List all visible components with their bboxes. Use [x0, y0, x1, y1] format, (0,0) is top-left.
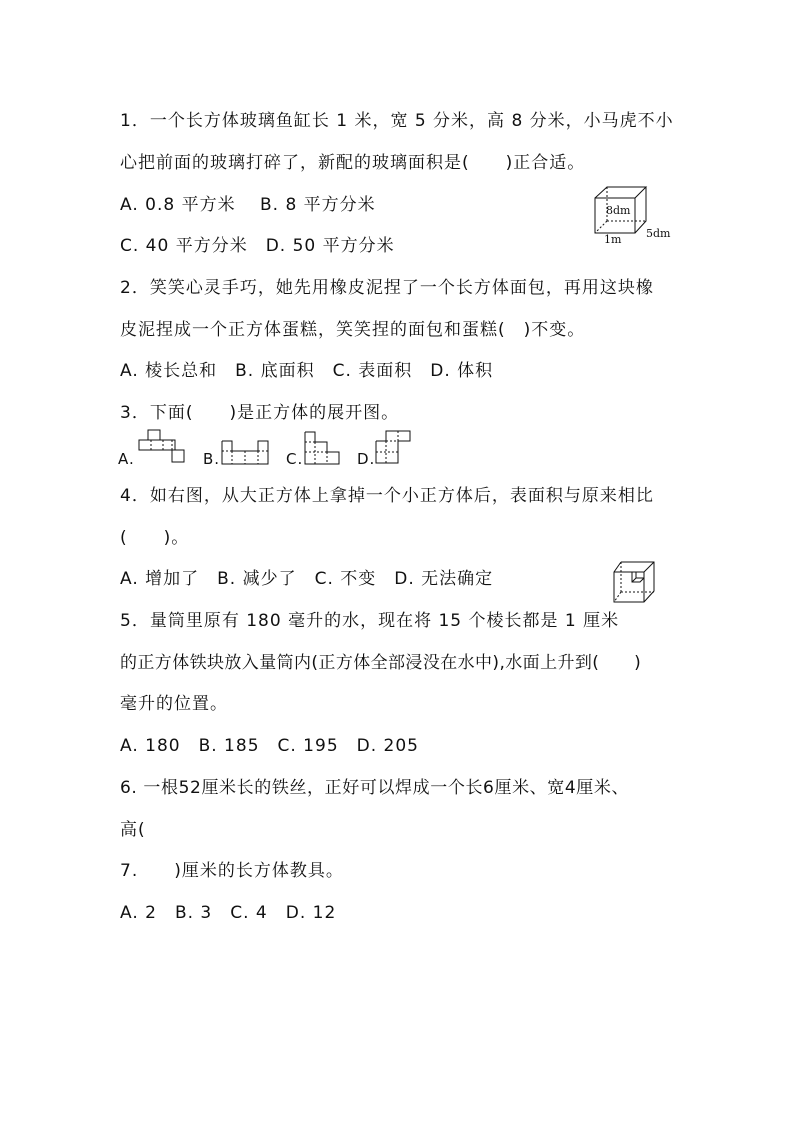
q5-text-line-2: 的正方体铁块放入量筒内(正方体全部浸没在水中),水面上升到( ): [120, 653, 642, 673]
q3-option-d-net: [374, 428, 414, 468]
q3-text-line-1: 3．下面( )是正方体的展开图。: [120, 403, 400, 423]
q6-text-line-3: 7. )厘米的长方体教具。: [120, 861, 344, 881]
q2-text-line-2: 皮泥捏成一个正方体蛋糕，笑笑捏的面包和蛋糕( )不变。: [120, 320, 586, 340]
q4-cube-figure: [612, 560, 660, 606]
q1-options-row-2: C. 40 平方分米 D. 50 平方分米: [120, 236, 395, 256]
q6-text-line-2: 高(: [120, 820, 146, 840]
q1-options-row-1: A. 0.8 平方米 B. 8 平方分米: [120, 195, 376, 215]
q6-options: A. 2 B. 3 C. 4 D. 12: [120, 903, 337, 923]
q4-options: A. 增加了 B. 减少了 C. 不变 D. 无法确定: [120, 569, 494, 589]
q5-options: A. 180 B. 185 C. 195 D. 205: [120, 736, 419, 756]
q3-option-b-net: [220, 437, 272, 467]
q3-option-d-label: D.: [357, 450, 376, 468]
q3-option-c-net: [303, 430, 343, 468]
q1-width-label: 5dm: [646, 227, 671, 240]
q1-cuboid-figure: [588, 184, 688, 246]
q6-text-line-1: 6. 一根52厘米长的铁丝，正好可以焊成一个长6厘米、宽4厘米、: [120, 778, 630, 798]
q5-text-line-3: 毫升的位置。: [120, 694, 228, 714]
q2-text-line-1: 2．笑笑心灵手巧，她先用橡皮泥捏了一个长方体面包，再用这块橡: [120, 278, 654, 298]
q1-text-line-1: 1．一个长方体玻璃鱼缸长 1 米，宽 5 分米，高 8 分米，小马虎不小: [120, 111, 674, 131]
q4-text-line-1: 4．如右图，从大正方体上拿掉一个小正方体后，表面积与原来相比: [120, 486, 654, 506]
q3-option-c-label: C.: [286, 450, 304, 468]
q3-option-b-label: B.: [203, 450, 221, 468]
q4-text-line-2: ( )。: [120, 528, 190, 548]
q3-option-a-label: A.: [118, 450, 135, 468]
q1-height-label: 8dm: [606, 204, 631, 217]
q1-text-line-2: 心把前面的玻璃打碎了，新配的玻璃面积是( )正合适。: [120, 153, 586, 173]
q3-option-a-net: [138, 427, 188, 467]
q2-options: A. 棱长总和 B. 底面积 C. 表面积 D. 体积: [120, 361, 494, 381]
q1-length-label: 1m: [604, 233, 622, 246]
q5-text-line-1: 5．量筒里原有 180 毫升的水，现在将 15 个棱长都是 1 厘米: [120, 611, 620, 631]
